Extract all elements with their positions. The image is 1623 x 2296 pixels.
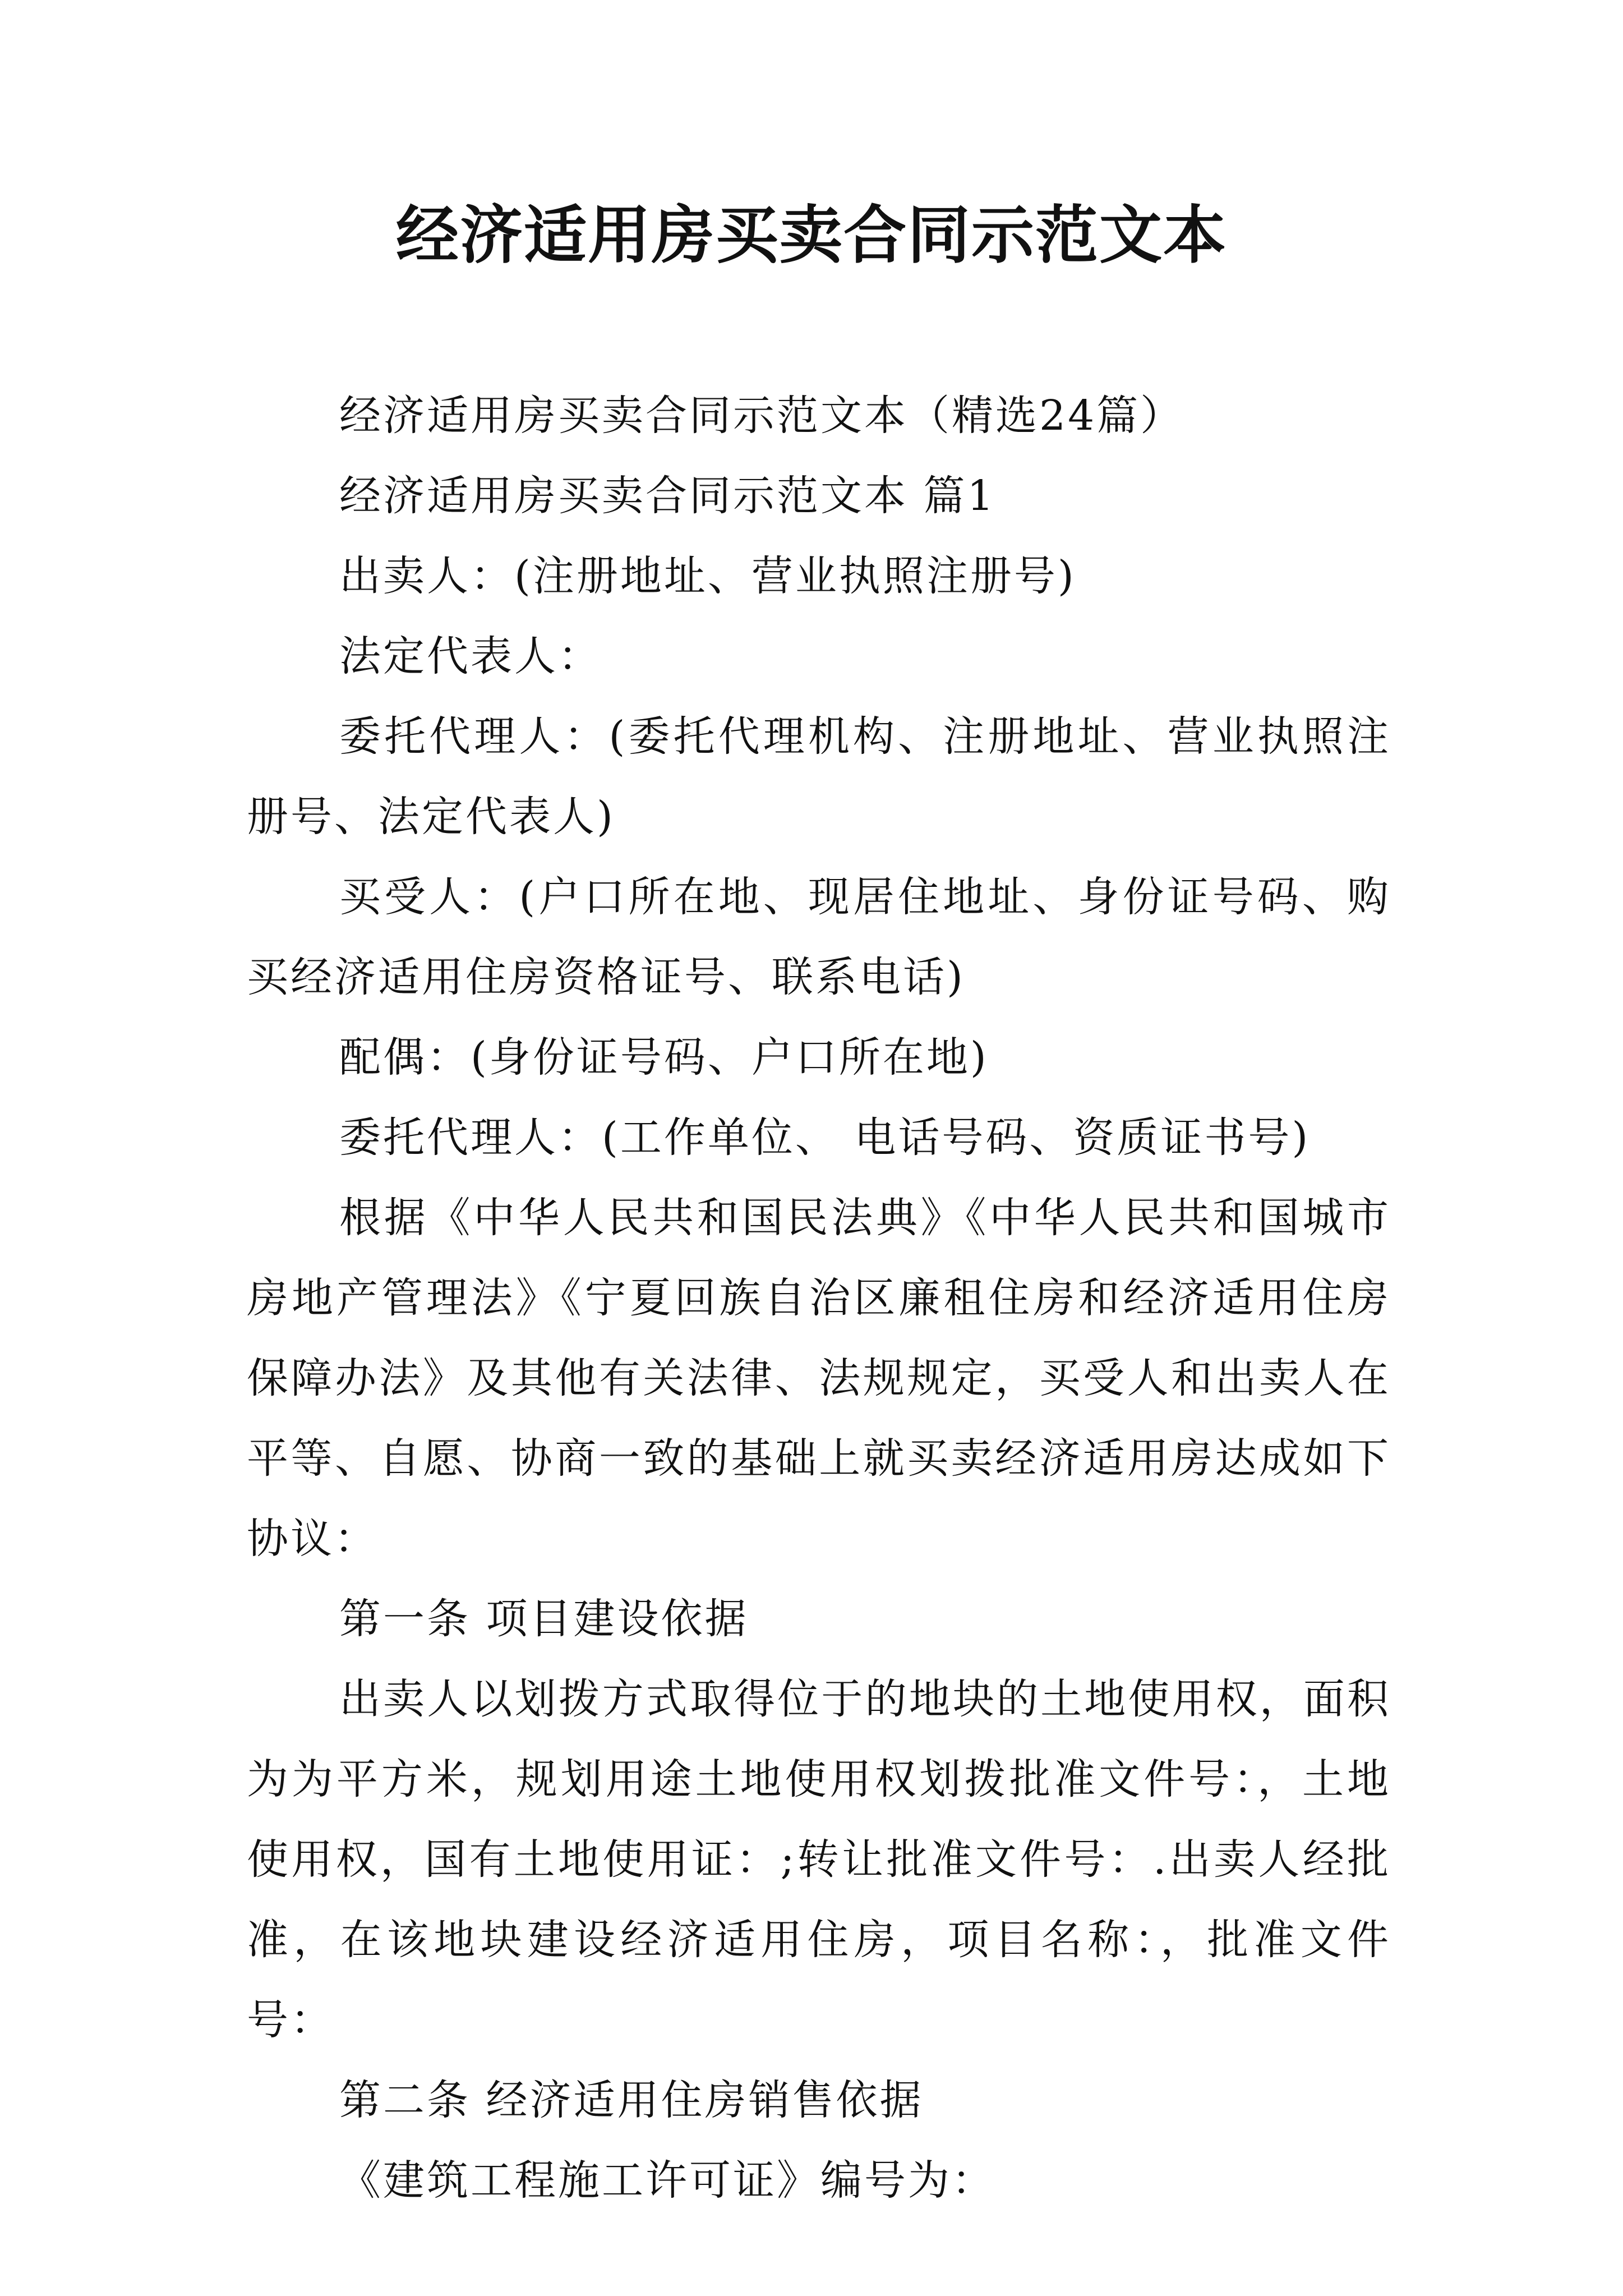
article-1-heading: 第一条 项目建设依据 <box>339 1595 749 1643</box>
seller-paragraph: 出卖人：(注册地址、营业执照注册号) <box>339 552 1076 600</box>
section-heading-part-1: 经济适用房买卖合同示范文本 篇1 <box>339 472 996 520</box>
buyer-paragraph: 买受人：(户口所在地、现居住地址、身份证号码、购买经济适用住房资格证号、联系电话) <box>247 873 1391 1001</box>
document-title: 经济适用房买卖合同示范文本 <box>396 199 1227 272</box>
seller-agent-paragraph: 委托代理人：(委托代理机构、注册地址、营业执照注册号、法定代表人) <box>247 712 1391 841</box>
legal-representative-paragraph: 法定代表人： <box>339 632 602 680</box>
spouse-paragraph: 配偶：(身份证号码、户口所在地) <box>339 1033 989 1082</box>
buyer-agent-paragraph: 委托代理人：(工作单位、 电话号码、资质证书号) <box>339 1114 1311 1162</box>
document-body <box>247 376 1391 2221</box>
legal-basis-paragraph: 根据《中华人民共和国民法典》《中华人民共和国城市房地产管理法》《宁夏回族自治区廉租住房和经济适用住房保障办法》及其他有关法律、法规规定，买受人和出卖人在平等、自愿、协商一致的基础上就买卖经济适用房达成如下协议： <box>247 1194 1391 1563</box>
article-2-heading: 第二条 经济适用住房销售依据 <box>339 2076 924 2124</box>
article-1-body: 出卖人以划拨方式取得位于的地块的土地使用权，面积为为平方米，规划用途土地使用权划拨批准文件号：，土地使用权，国有土地使用证：;转让批准文件号：.出卖人经批准，在该地块建设经济适用住房，项目名称：，批准文件号： <box>247 1675 1391 2044</box>
article-2-body: 《建筑工程施工许可证》编号为： <box>339 2156 995 2205</box>
subtitle-paragraph: 经济适用房买卖合同示范文本（精选24篇） <box>339 392 1184 440</box>
